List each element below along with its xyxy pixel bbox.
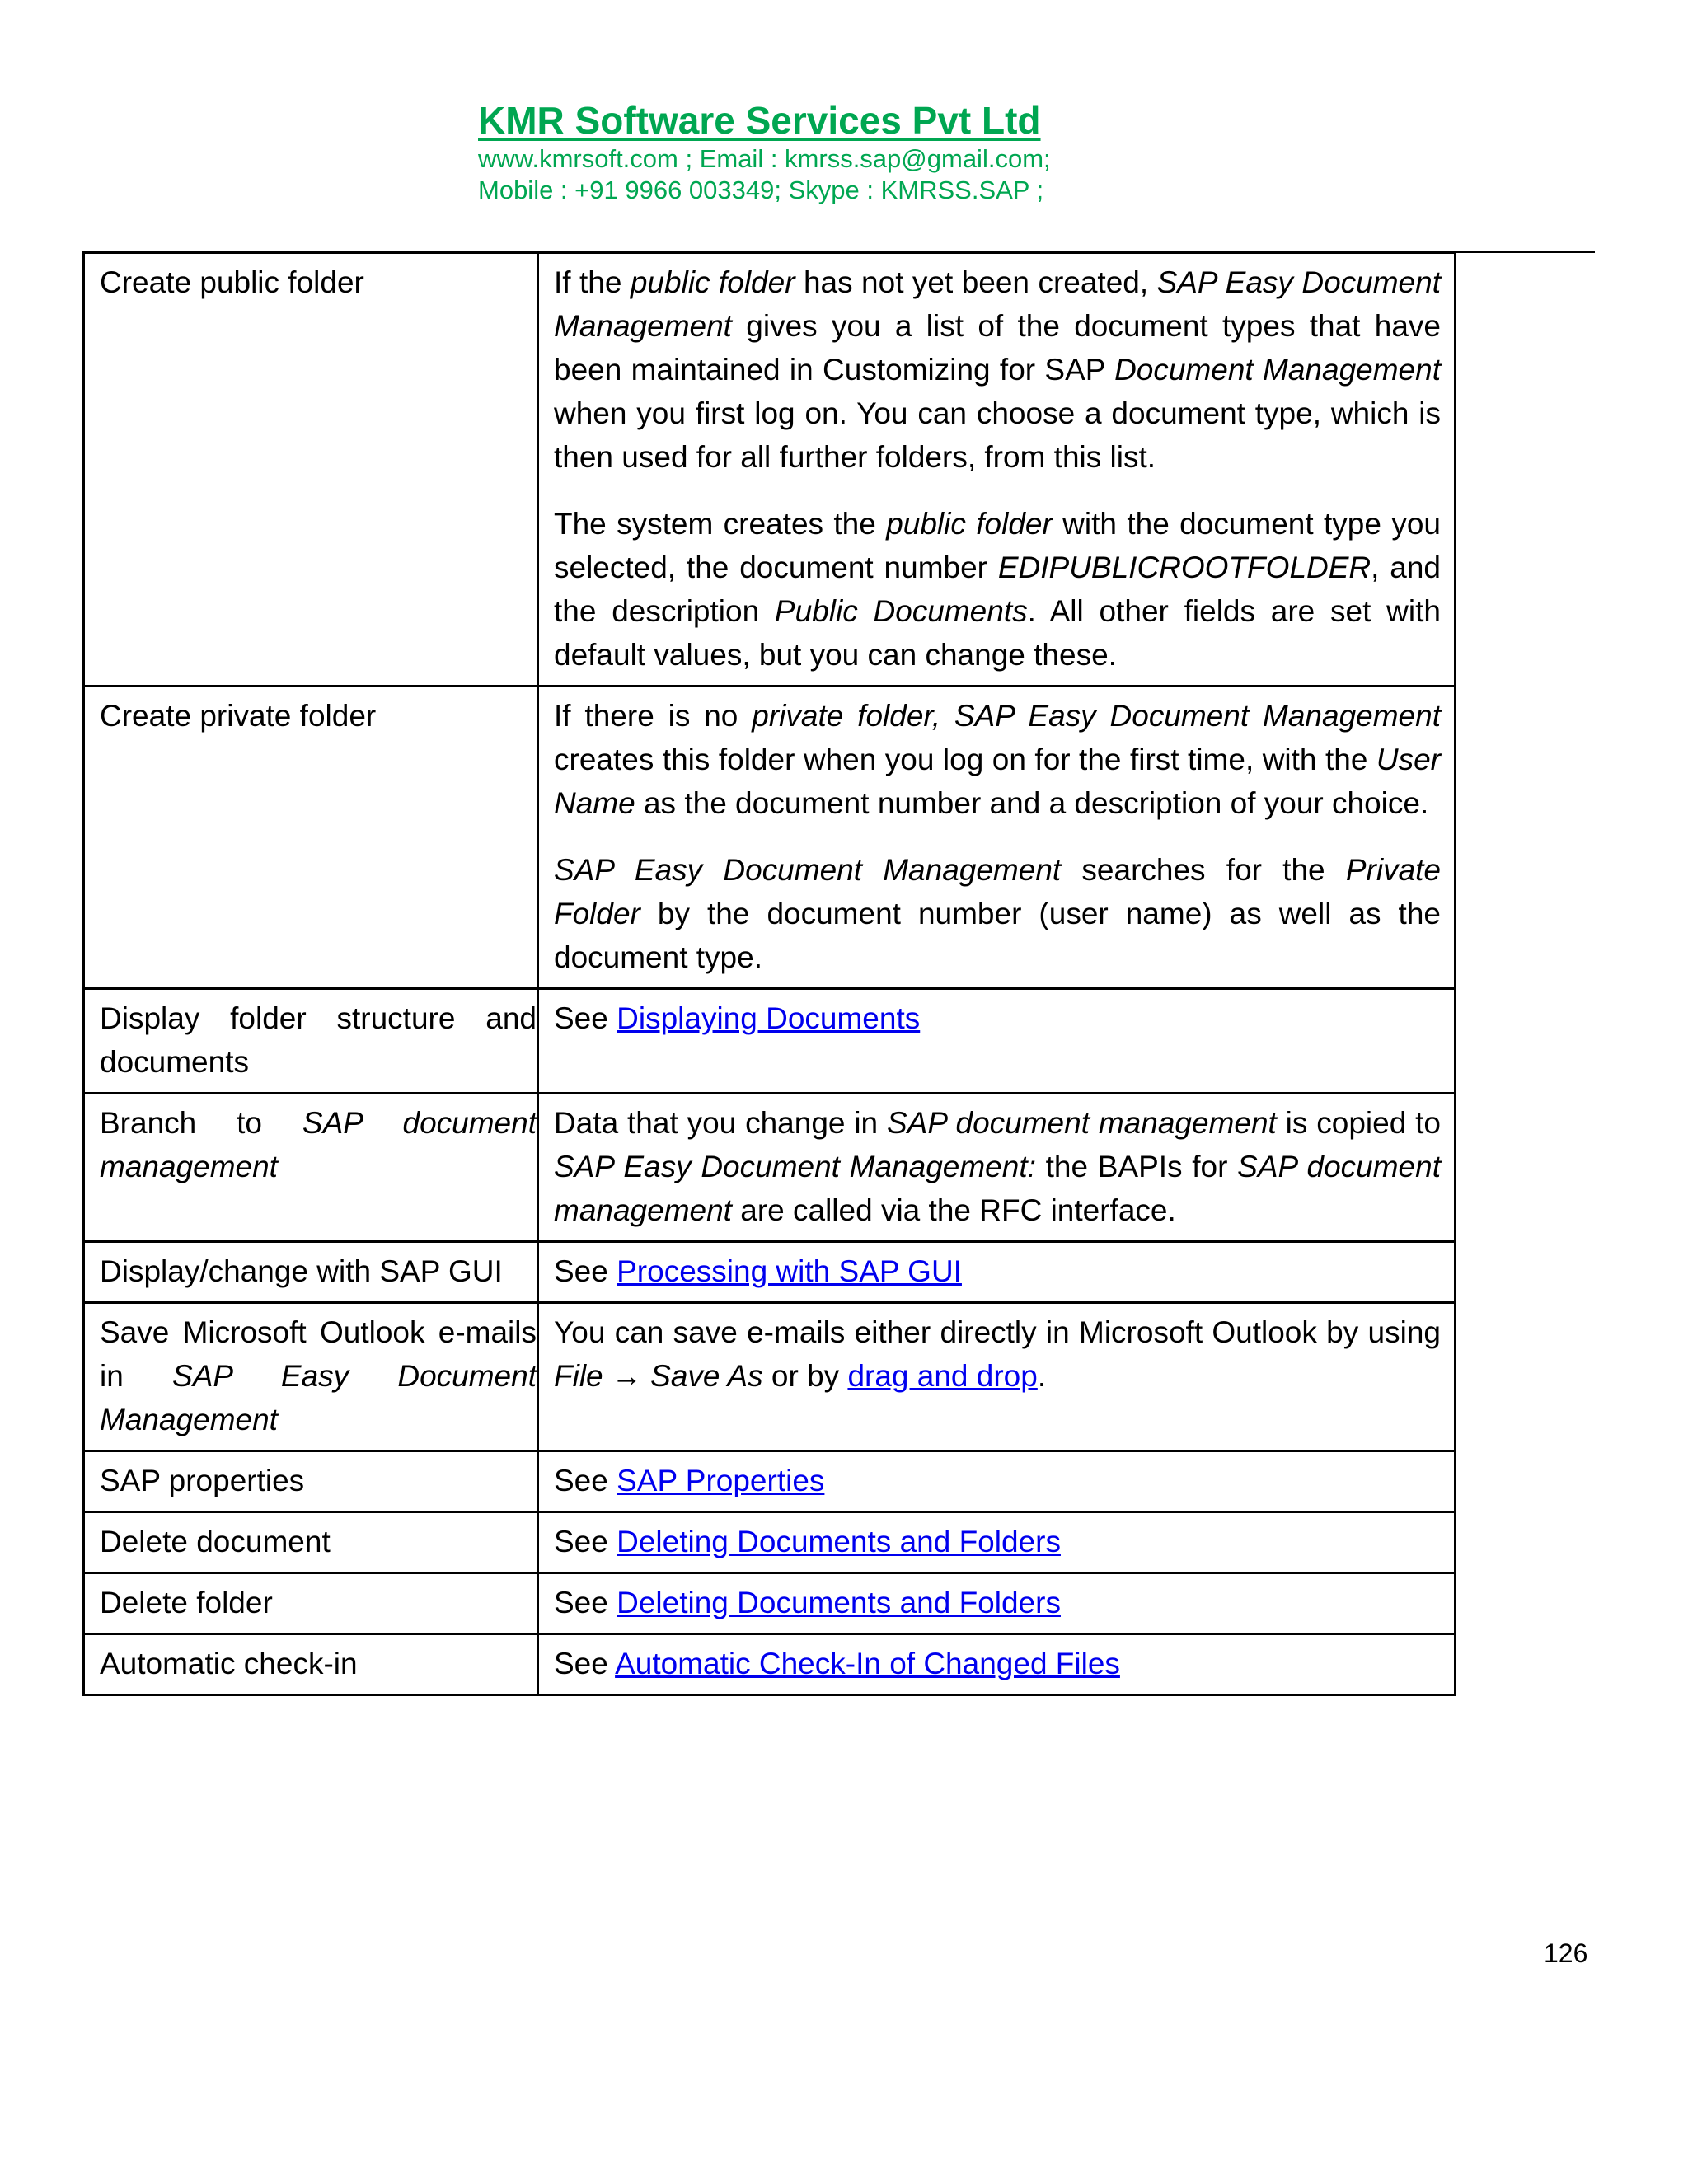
text: See <box>554 1525 617 1558</box>
function-label <box>100 1249 537 1293</box>
text: See <box>554 1001 617 1035</box>
description-paragraph <box>554 1581 1441 1624</box>
description-cell <box>538 989 1456 1094</box>
function-label <box>100 1459 537 1502</box>
text: , and the description <box>554 551 1441 628</box>
text: as the document number and a description of your choice. <box>635 786 1429 820</box>
italic-term: public folder <box>630 265 795 299</box>
text: See <box>554 1647 616 1680</box>
description-paragraph <box>554 848 1441 979</box>
text: . <box>1037 1359 1047 1393</box>
function-cell <box>84 1094 538 1242</box>
text: See <box>554 1586 617 1619</box>
table-row <box>84 1094 1456 1242</box>
italic-term: SAP document management <box>554 1150 1441 1227</box>
function-cell <box>84 253 538 687</box>
text: the BAPIs for <box>1035 1150 1238 1183</box>
description-cell <box>538 1094 1456 1242</box>
function-table <box>82 251 1456 1696</box>
cross-reference-link[interactable]: drag and drop <box>847 1359 1038 1393</box>
italic-term: SAP document management <box>100 1106 537 1183</box>
table-row <box>84 1303 1456 1451</box>
description-paragraph <box>554 1101 1441 1232</box>
description-paragraph <box>554 996 1441 1040</box>
cross-reference-link[interactable]: Automatic Check-In of Changed Files <box>615 1647 1120 1680</box>
function-cell <box>84 1303 538 1451</box>
text: are called via the RFC interface. <box>731 1193 1176 1227</box>
italic-term: private folder, SAP Easy Document Management <box>752 699 1441 733</box>
text: Save Microsoft Outlook e-mails in <box>100 1315 537 1393</box>
text: Automatic check-in <box>100 1647 358 1680</box>
italic-term: SAP Easy Document Management <box>100 1359 537 1436</box>
text: gives you a list of the document types that have been maintained in Customizing for SAP <box>554 309 1441 387</box>
table-row <box>84 687 1456 989</box>
description-cell <box>538 687 1456 989</box>
text: searches for the <box>1061 853 1346 887</box>
table-row <box>84 1451 1456 1512</box>
contact-line-web-email: www.kmrsoft.com ; Email : kmrss.sap@gmail.com; <box>478 144 1051 173</box>
description-cell <box>538 1573 1456 1634</box>
text: Delete document <box>100 1525 331 1558</box>
text: when you first log on. You can choose a document type, which is then used for all further folders, from this list. <box>554 396 1441 474</box>
table-row <box>84 1573 1456 1634</box>
text: Create private folder <box>100 699 377 733</box>
text: SAP properties <box>100 1464 305 1497</box>
text: is copied to <box>1276 1106 1441 1140</box>
function-cell <box>84 1634 538 1695</box>
cross-reference-link[interactable]: Deleting Documents and Folders <box>617 1586 1061 1619</box>
cross-reference-link[interactable]: SAP Properties <box>617 1464 825 1497</box>
description-paragraph <box>554 1520 1441 1563</box>
function-label <box>100 260 537 304</box>
text: See <box>554 1464 617 1497</box>
description-cell <box>538 1451 1456 1512</box>
cross-reference-link[interactable]: Deleting Documents and Folders <box>617 1525 1061 1558</box>
italic-term: SAP document management <box>886 1106 1277 1140</box>
contact-line-phone-skype: Mobile : +91 9966 003349; Skype : KMRSS.SAP ; <box>478 176 1044 204</box>
italic-term: File → Save As <box>554 1359 763 1393</box>
italic-term: Private Folder <box>554 853 1442 930</box>
text: If there is no <box>554 699 753 733</box>
function-label <box>100 694 537 738</box>
text: Display folder structure and documents <box>100 1001 537 1079</box>
description-paragraph <box>554 694 1441 825</box>
function-cell <box>84 1573 538 1634</box>
function-label <box>100 1642 537 1685</box>
text: or by <box>762 1359 848 1393</box>
description-paragraph <box>554 502 1441 677</box>
table-row <box>84 1634 1456 1695</box>
description-cell <box>538 1634 1456 1695</box>
letterhead <box>478 97 1051 206</box>
text: You can save e-mails either directly in Microsoft Outlook by using <box>554 1315 1441 1349</box>
function-cell <box>84 989 538 1094</box>
italic-term: Public Documents <box>774 594 1028 628</box>
table-row <box>84 1242 1456 1303</box>
italic-term: SAP Easy Document Management <box>554 265 1441 343</box>
function-label <box>100 1520 537 1563</box>
cross-reference-link[interactable]: Processing with SAP GUI <box>617 1254 962 1288</box>
function-label <box>100 1101 537 1188</box>
table-row <box>84 253 1456 687</box>
table-row <box>84 1512 1456 1573</box>
page-number: 126 <box>1544 1938 1588 1968</box>
table-row <box>84 989 1456 1094</box>
description-cell <box>538 253 1456 687</box>
description-cell <box>538 1303 1456 1451</box>
text: See <box>554 1254 617 1288</box>
function-label <box>100 1581 537 1624</box>
text: . All other fields are set with default values, but you can change these. <box>554 594 1441 672</box>
italic-term: SAP Easy Document Management <box>554 853 1062 887</box>
text: The system creates the <box>554 507 887 541</box>
italic-term: EDIPUBLICROOTFOLDER <box>997 551 1372 584</box>
function-cell <box>84 1242 538 1303</box>
description-paragraph <box>554 1642 1441 1685</box>
function-label <box>100 1310 537 1441</box>
cross-reference-link[interactable]: Displaying Documents <box>617 1001 921 1035</box>
description-paragraph <box>554 1310 1441 1398</box>
text: by the document number (user name) as well as the document type. <box>554 897 1441 974</box>
text: Delete folder <box>100 1586 273 1619</box>
description-paragraph <box>554 260 1441 479</box>
italic-term: public folder <box>886 507 1053 541</box>
company-name: KMR Software Services Pvt Ltd <box>478 99 1041 142</box>
description-cell <box>538 1242 1456 1303</box>
text: with the document type you selected, the document number <box>554 507 1441 584</box>
function-cell <box>84 687 538 989</box>
text: has not yet been created, <box>795 265 1157 299</box>
description-paragraph <box>554 1249 1441 1293</box>
text: If the <box>554 265 631 299</box>
text: creates this folder when you log on for the first time, with the <box>554 743 1376 776</box>
function-cell <box>84 1451 538 1512</box>
description-cell <box>538 1512 1456 1573</box>
text: Create public folder <box>100 265 364 299</box>
text: Branch to <box>100 1106 302 1140</box>
italic-term: SAP Easy Document Management: <box>554 1150 1036 1183</box>
italic-term: Document Management <box>1114 353 1441 387</box>
function-label <box>100 996 537 1084</box>
italic-term: User Name <box>554 743 1441 820</box>
text: Data that you change in <box>554 1106 887 1140</box>
function-cell <box>84 1512 538 1573</box>
text: Display/change with SAP GUI <box>100 1254 503 1288</box>
description-paragraph <box>554 1459 1441 1502</box>
